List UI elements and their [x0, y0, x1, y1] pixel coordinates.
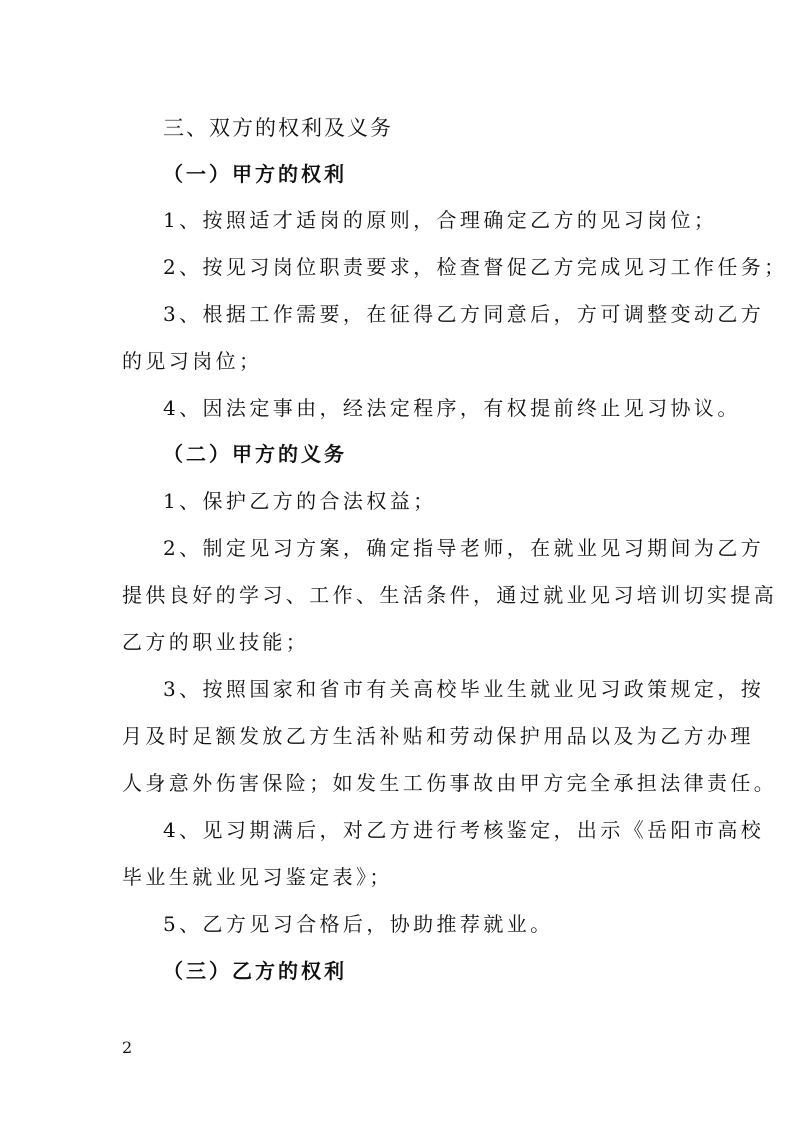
- party-a-obligations-heading: （二）甲方的义务: [163, 442, 347, 466]
- party-a-obligations-item-4: 4、见习期满后，对乙方进行考核鉴定，出示《岳阳市高校: [163, 818, 765, 842]
- page-number: 2: [122, 1038, 133, 1057]
- party-a-rights-item-2: 2、按见习岗位职责要求，检查督促乙方完成见习工作任务；: [163, 255, 788, 279]
- party-b-rights-heading: （三）乙方的权利: [163, 959, 347, 983]
- party-a-rights-item-3-cont: 的见习岗位；: [122, 349, 263, 373]
- party-a-obligations-item-2-cont-2: 乙方的职业技能；: [122, 630, 310, 654]
- section-title: 三、双方的权利及义务: [163, 116, 393, 140]
- party-a-rights-item-1: 1、按照适才适岗的原则，合理确定乙方的见习岗位；: [163, 208, 718, 232]
- party-a-rights-item-3: 3、根据工作需要，在征得乙方同意后，方可调整变动乙方: [163, 302, 765, 326]
- party-a-obligations-item-2: 2、制定见习方案，确定指导老师，在就业见习期间为乙方: [163, 536, 765, 560]
- party-a-obligations-item-5: 5、乙方见习合格后，协助推荐就业。: [163, 912, 554, 936]
- party-a-obligations-item-3-cont-2: 人身意外伤害保险；如发生工伤事故由甲方完全承担法律责任。: [122, 771, 778, 795]
- party-a-obligations-item-2-cont-1: 提供良好的学习、工作、生活条件，通过就业见习培训切实提高: [122, 583, 778, 607]
- party-a-obligations-item-4-cont: 毕业生就业见习鉴定表》；: [122, 865, 393, 889]
- party-a-obligations-item-1: 1、保护乙方的合法权益；: [163, 489, 437, 513]
- party-a-obligations-item-3: 3、按照国家和省市有关高校毕业生就业见习政策规定，按: [163, 677, 765, 701]
- party-a-obligations-item-3-cont-1: 月及时足额发放乙方生活补贴和劳动保护用品以及为乙方办理: [122, 724, 754, 748]
- party-a-rights-heading: （一）甲方的权利: [163, 162, 347, 186]
- party-a-rights-item-4: 4、因法定事由，经法定程序，有权提前终止见习协议。: [163, 396, 741, 420]
